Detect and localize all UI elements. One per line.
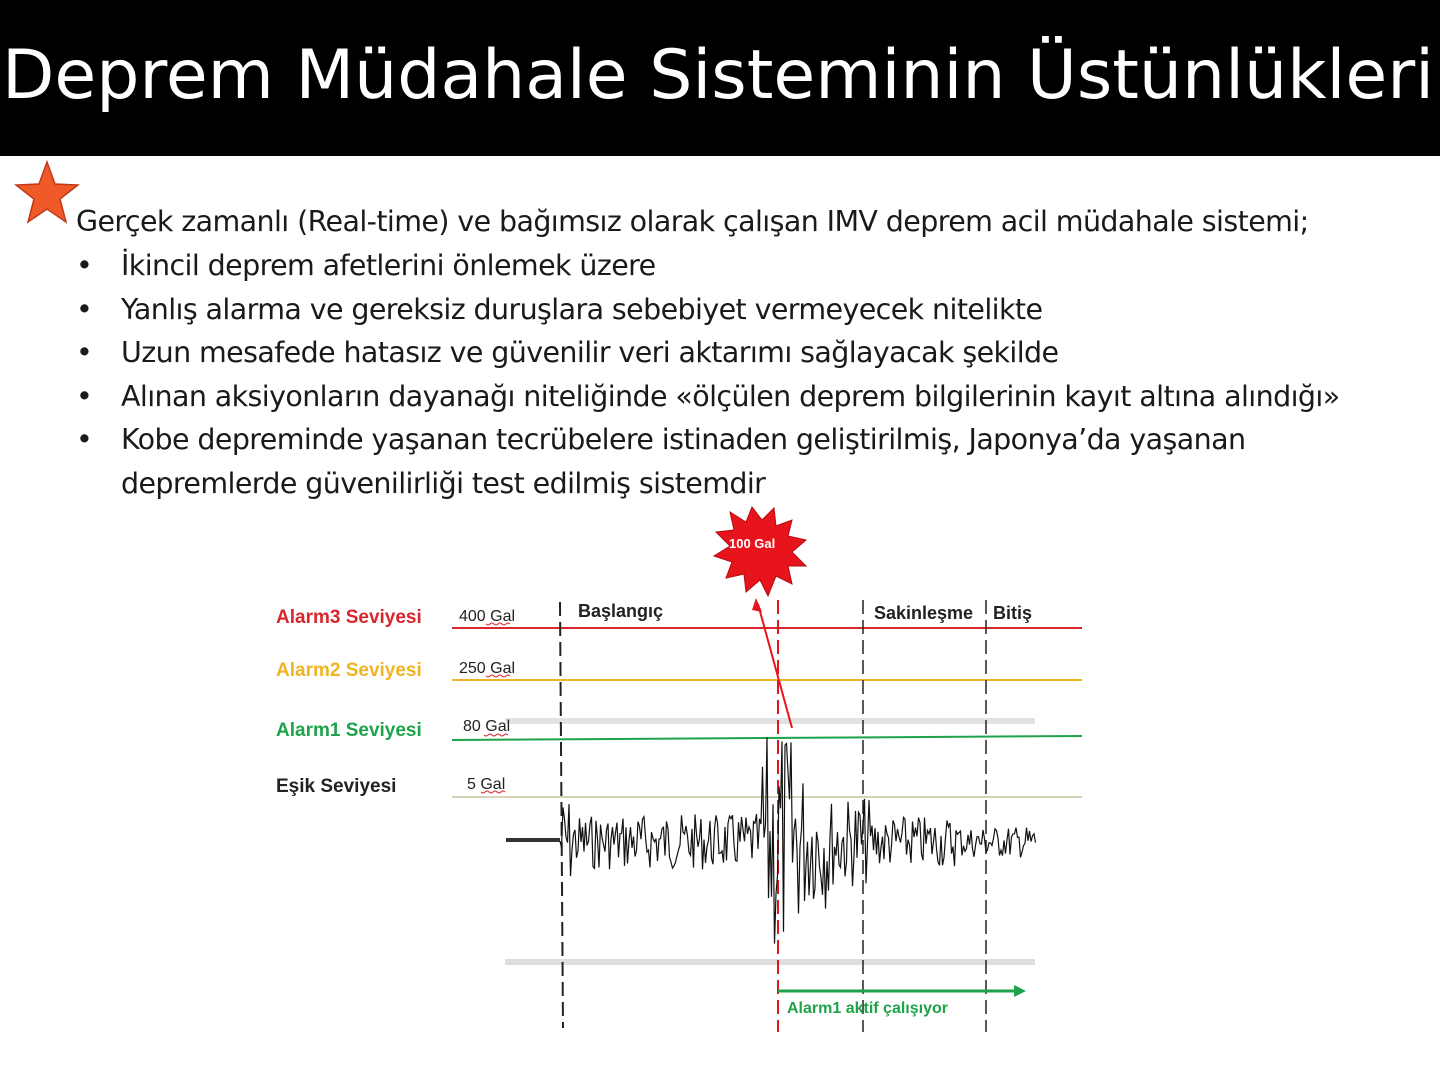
bullet-text: Uzun mesafede hatasız ve güvenilir veri aktarımı sağlayacak şekilde — [121, 336, 1059, 369]
burst-icon — [714, 507, 806, 596]
alarm1-value: 80 Gal — [463, 718, 511, 735]
bullet-symbol: • — [76, 292, 93, 326]
peak-arrow — [758, 604, 792, 728]
alarm3-label: Alarm3 Seviyesi — [276, 607, 422, 628]
peak-arrowhead — [752, 598, 762, 612]
slide-title: Deprem Müdahale Sisteminin Üstünlükleri — [2, 36, 1435, 115]
threshold-value: 5 Gal — [467, 776, 506, 793]
bullet-text-continued: depremlerde güvenilirliği test edilmiş sistemdir — [121, 466, 766, 500]
bullet-text: Alınan aksiyonların dayanağı niteliğinde «ölçülen deprem bilgilerinin kayıt altına alındığı» — [121, 379, 1340, 413]
bullet-symbol: • — [76, 423, 93, 456]
bullet-symbol: • — [76, 379, 93, 413]
active-arrowhead — [1014, 985, 1026, 997]
bullet-symbol: • — [76, 336, 93, 369]
active-label: Alarm1 aktif çalışıyor — [787, 1000, 948, 1017]
waveform-trace — [560, 737, 1036, 943]
alarm2-value: 250 Gal — [459, 660, 516, 677]
alarm1-label: Alarm1 Seviyesi — [276, 720, 422, 741]
start-label: Başlangıç — [578, 601, 664, 621]
seismic-waveform — [506, 737, 1036, 943]
bullet-text: İkincil deprem afetlerini önlemek üzere — [121, 249, 656, 282]
bullet-text: Yanlış alarma ve gereksiz duruşlara sebebiyet vermeyecek nitelikte — [121, 292, 1043, 326]
calm-label: Sakinleşme — [874, 603, 974, 623]
alarm3-value: 400 Gal — [459, 608, 516, 625]
bullet-text: Kobe depreminde yaşanan tecrübelere istinaden geliştirilmiş, Japonya’da yaşanan — [121, 423, 1246, 456]
alarm2-label: Alarm2 Seviyesi — [276, 660, 422, 681]
intro-text: Gerçek zamanlı (Real-time) ve bağımsız olarak çalışan IMV deprem acil müdahale sistemi; — [76, 205, 1309, 238]
bullet-symbol: • — [76, 249, 93, 282]
burst-label: 100 Gal — [729, 536, 776, 551]
threshold-label: Eşik Seviyesi — [276, 776, 397, 797]
end-label: Bitiş — [993, 603, 1033, 623]
